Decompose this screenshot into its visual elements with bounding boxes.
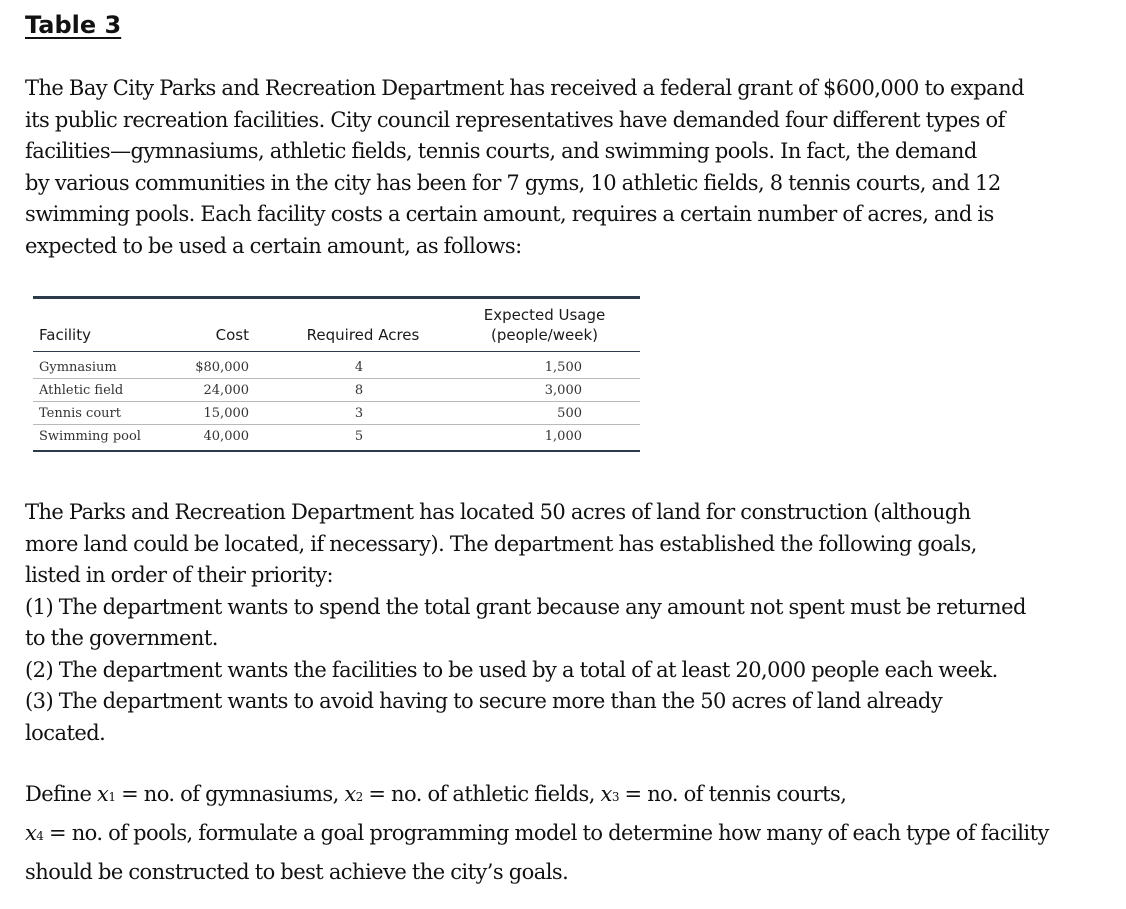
equals-sign: = [362,782,392,806]
variable-subscript: 1 [108,790,116,804]
cell-usage: 3,000 [447,379,640,402]
cell-facility: Swimming pool [39,428,141,444]
header-expected-usage [447,298,640,352]
variable-subscript: 4 [36,829,44,843]
goal-1-line: (1) The department wants to spend the total grant because any amount not spent must be returned [25,594,1026,619]
goal-1-line: to the government. [25,626,218,650]
variable-definition: no. of tennis courts, [647,782,847,806]
table-row [33,352,640,379]
goal-3-line: located. [25,720,106,745]
cell-usage: 1,500 [447,352,640,379]
variable-subscript: 3 [611,790,619,804]
define-paragraph [25,776,1049,890]
variable-x: x [600,782,612,806]
equals-sign: = [115,782,144,806]
cell-facility: Athletic field [33,379,158,402]
intro-line: The Bay City Parks and Recreation Department has received a federal grant of $600,000 to expand [25,76,1024,100]
cell-facility: Gymnasium [33,352,158,379]
goal-2-line: (2) The department wants the facilities to be used by a total of at least 20,000 people each week. [25,657,998,682]
variable-x: x [25,821,37,845]
cell-acres: 4 [277,352,447,379]
header-required-acres: Required Acres [277,298,447,352]
goal-3-line: (3) The department wants to avoid having to secure more than the 50 acres of land already [25,689,943,713]
table-header-row [33,298,640,352]
page-heading: Table 3 [25,11,122,39]
cell-cost: 24,000 [158,379,277,402]
cell-cost: $80,000 [158,352,277,379]
variable-x: x [344,782,356,806]
header-usage-line1: Expected Usage [483,306,606,324]
cell-usage: 1,000 [544,428,582,444]
goals-paragraph [25,497,1026,749]
goals-line: more land could be located, if necessary). The department has established the following goals, [25,531,977,556]
intro-line: its public recreation facilities. City council representatives have demanded four different types of [25,107,1005,132]
intro-line: facilities—gymnasiums, athletic fields, tennis courts, and swimming pools. In fact, the demand [25,139,977,163]
header-cost: Cost [158,298,277,352]
table-row [33,402,640,425]
cell-acres: 8 [277,379,447,402]
variable-definition: no. of pools, formulate a goal programming model to determine how many of each type of facility [71,821,1049,845]
cell-acres: 5 [354,428,364,444]
equals-sign: = [618,782,648,806]
equals-sign: = [43,821,72,845]
intro-line: swimming pools. Each facility costs a certain amount, requires a certain number of acres, and is [25,202,994,226]
intro-paragraph [25,73,1024,262]
facility-table [33,296,640,452]
cell-acres: 3 [277,402,447,425]
cell-usage: 500 [447,402,640,425]
variable-x: x [97,782,109,806]
variable-definition: no. of gymnasiums, [143,782,345,806]
intro-line: expected to be used a certain amount, as follows: [25,233,522,258]
intro-line: by various communities in the city has been for 7 gyms, 10 athletic fields, 8 tennis courts, and 12 [25,170,1001,195]
cell-cost: 15,000 [158,402,277,425]
define-line [25,776,1049,815]
goals-line: listed in order of their priority: [25,563,334,587]
header-facility: Facility [33,298,158,352]
header-usage-line2: (people/week) [490,326,598,344]
table-row [33,379,640,402]
variable-subscript: 2 [355,790,363,804]
cell-facility: Tennis court [33,402,158,425]
define-line [25,815,1049,854]
variable-definition: no. of athletic fields, [391,782,601,806]
define-line: should be constructed to best achieve the city’s goals. [25,860,569,884]
table-row [33,425,640,452]
goals-line: The Parks and Recreation Department has located 50 acres of land for construction (although [25,500,971,524]
cell-cost: 40,000 [203,428,250,444]
define-prefix: Define [25,782,98,806]
